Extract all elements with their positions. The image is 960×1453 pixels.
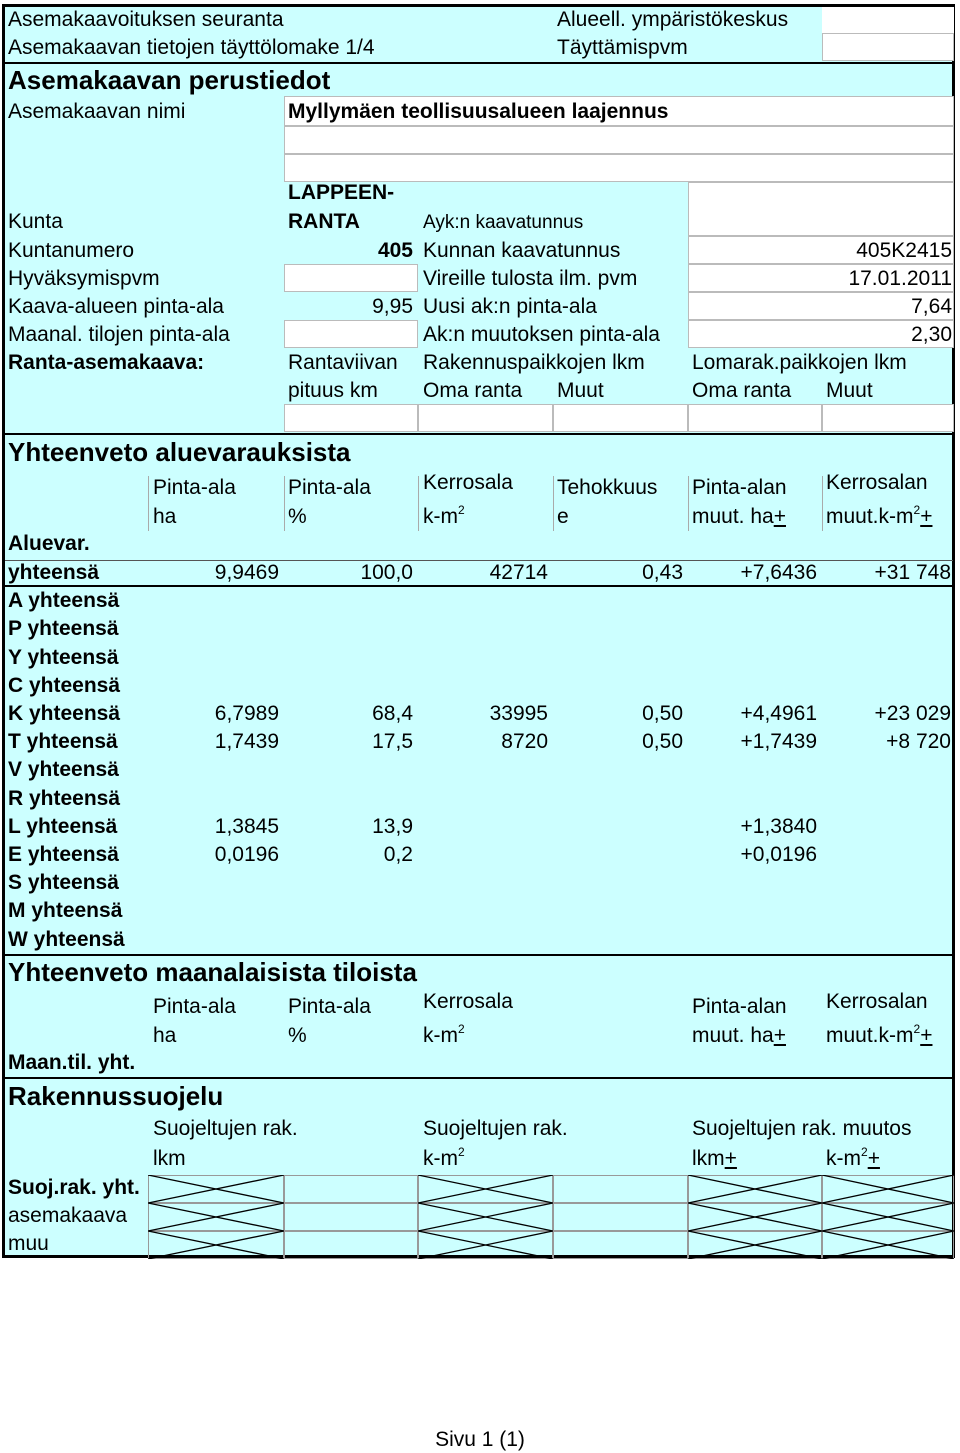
summary-cell: 42714 (489, 561, 548, 584)
vireille-value: 17.01.2011 (848, 267, 952, 290)
underground-col-header-line2 (153, 1025, 176, 1046)
prot-h2-unit: k-m (423, 1147, 458, 1170)
summary-col-header-line1: Pinta-ala (153, 476, 236, 499)
plan-name-extra-1[interactable] (284, 126, 954, 154)
summary-col-header-line2 (153, 506, 176, 527)
summary-cell: +4,4961 (740, 702, 817, 725)
protection-cell[interactable] (553, 1175, 688, 1203)
protection-cell[interactable] (553, 1203, 688, 1231)
prot-row-label-2: muu (8, 1232, 49, 1255)
summary-col-sup: 2 (913, 503, 921, 517)
summary-cell: 100,0 (360, 561, 413, 584)
summary-divider (5, 954, 953, 956)
summary-row-label: E yhteensä (8, 843, 119, 866)
maan-til-label: Maan.til. yht. (8, 1051, 136, 1074)
rantaviiva-field[interactable] (284, 404, 418, 432)
protection-cell[interactable] (284, 1231, 418, 1259)
plan-name-label: Asemakaavan nimi (8, 100, 186, 123)
crossed-cell (418, 1203, 553, 1231)
summary-row-label: W yhteensä (8, 927, 125, 951)
summary-col-unit: % (288, 505, 307, 528)
cross-icon (148, 1203, 284, 1231)
cell-border (284, 1203, 418, 1231)
summary-cell: 0,50 (642, 702, 683, 725)
summary-col-divider (822, 476, 823, 531)
underground-col-unit: k-m (423, 1024, 458, 1047)
summary-col-sup: 2 (458, 503, 465, 517)
header-date-label: Täyttämispvm (557, 36, 688, 59)
crossed-cell (148, 1175, 284, 1203)
cross-icon (822, 1203, 954, 1231)
summary-col-divider (553, 476, 554, 531)
prot-h3-plusminus: + (724, 1147, 737, 1170)
summary-cell: +0,0196 (740, 843, 817, 866)
prot-h2-sup: 2 (458, 1145, 465, 1159)
summary-cell: 0,0196 (214, 843, 279, 866)
rantaviiva-label-2: pituus km (288, 379, 378, 402)
crossed-cell (822, 1231, 954, 1259)
summary-row-label: L yhteensä (8, 814, 118, 838)
summary-row-label: A yhteensä (8, 589, 120, 613)
summary-cell: 6,7989 (214, 702, 279, 725)
crossed-cell (418, 1175, 553, 1203)
kuntanumero-value: 405 (377, 239, 413, 262)
pinta-ala-label: Kaava-alueen pinta-ala (8, 295, 224, 318)
summary-cell: 1,7439 (214, 730, 279, 754)
cross-icon (688, 1203, 822, 1231)
uusi-value: 7,64 (911, 295, 952, 318)
cell-border (553, 1203, 688, 1231)
summary-cell: 0,2 (383, 843, 413, 866)
page-number: Sivu 1 (1) (435, 1428, 525, 1451)
prot-h2-line2 (423, 1145, 465, 1170)
summary-row-label: R yhteensä (8, 786, 121, 810)
muut-label-2: Muut (826, 379, 873, 402)
protection-cell[interactable] (553, 1231, 688, 1259)
summary-col-header-line1: Tehokkuus (557, 476, 658, 499)
underground-col-header-line1: Pinta-ala (153, 995, 236, 1018)
underground-col-header-line1: Pinta-ala (288, 995, 371, 1018)
section-title-basic: Asemakaavan perustiedot (8, 65, 331, 95)
summary-cell: 8720 (501, 730, 548, 754)
summary-row-label: C yhteensä (8, 673, 121, 697)
uusi-label: Uusi ak:n pinta-ala (423, 295, 597, 318)
plan-name-extra-2[interactable] (284, 154, 954, 182)
section-title-protection: Rakennussuojelu (8, 1081, 224, 1111)
kunta-value-2: RANTA (288, 210, 360, 233)
cell-border (553, 1175, 688, 1203)
header-title-2: Asemakaavan tietojen täyttölomake 1/4 (8, 36, 375, 59)
summary-col-unit: muut. ha (692, 505, 774, 528)
kunta-label: Kunta (8, 210, 63, 233)
summary-cell: 1,3845 (214, 814, 279, 838)
underground-col-unit: % (288, 1024, 307, 1047)
summary-row-label: S yhteensä (8, 871, 119, 895)
summary-col-header-line1: Pinta-ala (288, 476, 371, 499)
summary-cell: 9,9469 (214, 561, 279, 584)
underground-col-header-line2 (288, 1025, 307, 1046)
basic-divider (5, 433, 953, 435)
crossed-cell (148, 1203, 284, 1231)
summary-col-header-line2 (423, 503, 465, 528)
summary-col-header-line2 (288, 506, 307, 527)
summary-col-unit: k-m (423, 505, 458, 528)
crossed-cell (822, 1175, 954, 1203)
header-title-1: Asemakaavoituksen seuranta (8, 8, 284, 31)
protection-cell[interactable] (284, 1175, 418, 1203)
prot-row-label-1: asemakaava (8, 1204, 128, 1227)
prot-row-label-0: Suoj.rak. yht. (8, 1176, 140, 1199)
kaavatunnus-value: 405K2415 (856, 239, 952, 262)
total-row-bottom (5, 585, 953, 587)
summary-cell: +1,7439 (740, 730, 817, 754)
summary-col-unit: muut.k-m (826, 505, 914, 528)
cross-icon (418, 1203, 553, 1231)
header-divider (5, 62, 953, 64)
muut-field-1[interactable] (553, 404, 688, 432)
prot-h4-unit: k-m (826, 1147, 861, 1170)
summary-cell: 0,50 (642, 730, 683, 754)
oma-ranta-label-2: Oma ranta (692, 379, 792, 402)
underground-divider (5, 1077, 953, 1079)
crossed-cell (688, 1203, 822, 1231)
prot-h4-plusminus: + (867, 1147, 880, 1170)
summary-col-divider (418, 476, 419, 531)
summary-row-label: P yhteensä (8, 617, 119, 641)
pinta-ala-value: 9,95 (372, 295, 413, 318)
summary-col-header-line1: Pinta-alan (692, 476, 787, 499)
prot-h1-line2: lkm (153, 1147, 186, 1170)
crossed-cell (148, 1231, 284, 1259)
oma-ranta-field-2[interactable] (688, 404, 822, 432)
hyvaksymispvm-field[interactable] (284, 264, 418, 292)
summary-cell: +31 748 (874, 561, 951, 584)
summary-cell: 68,4 (372, 702, 413, 725)
summary-cell: +1,3840 (740, 814, 817, 838)
muutos-label: Ak:n muutoksen pinta-ala (423, 323, 660, 346)
muutos-value: 2,30 (911, 323, 952, 346)
aluevar-label: Aluevar. (8, 532, 90, 555)
header-region-label: Alueell. ympäristökeskus (557, 8, 789, 31)
protection-cell[interactable] (284, 1203, 418, 1231)
crossed-cell (418, 1231, 553, 1259)
crossed-cell (688, 1175, 822, 1203)
summary-row-label: T yhteensä (8, 730, 118, 754)
cell-border (553, 1231, 688, 1259)
cell-border (284, 1231, 418, 1259)
kunta-value-1: LAPPEEN- (288, 181, 395, 204)
summary-col-header-line1: Kerrosala (423, 471, 513, 494)
summary-row-label: Y yhteensä (8, 645, 119, 669)
maanal-field[interactable] (284, 320, 418, 348)
cross-icon (148, 1231, 284, 1259)
hyvaksymispvm-label: Hyväksymispvm (8, 267, 160, 290)
underground-col-plusminus: + (920, 1024, 933, 1047)
cell-border (284, 1175, 418, 1203)
underground-col-unit: muut.k-m (826, 1024, 914, 1047)
summary-row-label: V yhteensä (8, 758, 119, 782)
rantaviiva-label-1: Rantaviivan (288, 351, 398, 374)
underground-col-sup: 2 (913, 1022, 921, 1036)
underground-col-unit: ha (153, 1024, 177, 1047)
summary-col-header-line2 (692, 506, 786, 527)
muut-label-1: Muut (557, 379, 604, 402)
summary-row-label: M yhteensä (8, 899, 123, 923)
crossed-cell (822, 1203, 954, 1231)
cross-icon (822, 1175, 954, 1203)
summary-col-divider (688, 476, 689, 531)
summary-col-header-line2 (557, 506, 569, 527)
kuntanumero-label: Kuntanumero (8, 239, 135, 262)
underground-col-plusminus: + (773, 1024, 786, 1047)
ayk-label: Ayk:n kaavatunnus (423, 212, 584, 233)
cross-icon (418, 1175, 553, 1203)
cross-icon (688, 1231, 822, 1259)
summary-cell: +8 720 (886, 730, 951, 754)
summary-cell: +23 029 (874, 702, 951, 725)
date-field[interactable] (822, 33, 954, 61)
summary-col-divider (284, 476, 285, 531)
cross-icon (822, 1231, 954, 1259)
summary-cell: 17,5 (372, 730, 413, 754)
summary-cell: +7,6436 (740, 561, 817, 584)
cross-icon (148, 1175, 284, 1203)
prot-h4-sup: 2 (861, 1145, 868, 1159)
prot-h3-unit: lkm (692, 1147, 725, 1170)
cross-icon (688, 1175, 822, 1203)
prot-h3-line2 (692, 1148, 737, 1169)
underground-col-header-line1: Kerrosala (423, 990, 513, 1013)
muut-field-2[interactable] (822, 404, 954, 432)
underground-col-sup: 2 (458, 1022, 465, 1036)
prot-h1-line1: Suojeltujen rak. (153, 1117, 298, 1140)
underground-col-header-line2 (692, 1025, 786, 1046)
cross-icon (418, 1231, 553, 1259)
ayk-field[interactable] (688, 182, 954, 236)
oma-ranta-label-1: Oma ranta (423, 379, 523, 402)
summary-col-unit: ha (153, 505, 177, 528)
summary-col-header-line2 (826, 503, 933, 528)
plan-name-value: Myllymäen teollisuusalueen laajennus (288, 100, 669, 123)
kaavatunnus-label: Kunnan kaavatunnus (423, 239, 621, 262)
underground-col-header-line1: Kerrosalan (826, 990, 928, 1013)
summary-cell: 33995 (489, 702, 548, 725)
summary-row-label: yhteensä (8, 561, 100, 584)
summary-row-label: K yhteensä (8, 702, 121, 725)
summary-col-unit: e (557, 505, 569, 528)
section-title-underground: Yhteenveto maanalaisista tiloista (8, 957, 417, 987)
summary-cell: 13,9 (372, 814, 413, 838)
vireille-label: Vireille tulosta ilm. pvm (423, 267, 638, 290)
prot-h2-line1: Suojeltujen rak. (423, 1117, 568, 1140)
summary-col-header-line1: Kerrosalan (826, 471, 928, 494)
lomarak-label: Lomarak.paikkojen lkm (692, 351, 907, 374)
summary-col-plusminus: + (773, 505, 786, 528)
maanal-label: Maanal. tilojen pinta-ala (8, 323, 230, 346)
section-title-summary: Yhteenveto aluevarauksista (8, 437, 351, 467)
prot-h3-line1: Suojeltujen rak. muutos (692, 1117, 912, 1140)
underground-col-header-line2 (826, 1022, 933, 1047)
ranta-label: Ranta-asemakaava: (8, 351, 205, 374)
underground-col-unit: muut. ha (692, 1024, 774, 1047)
oma-ranta-field-1[interactable] (418, 404, 553, 432)
underground-col-header-line2 (423, 1022, 465, 1047)
rakpaikat-label: Rakennuspaikkojen lkm (423, 351, 645, 374)
summary-cell: 0,43 (642, 561, 683, 584)
summary-col-divider (148, 476, 149, 531)
crossed-cell (688, 1231, 822, 1259)
prot-h4-line2 (826, 1145, 880, 1170)
underground-col-header-line1: Pinta-alan (692, 995, 787, 1018)
summary-col-plusminus: + (920, 505, 933, 528)
